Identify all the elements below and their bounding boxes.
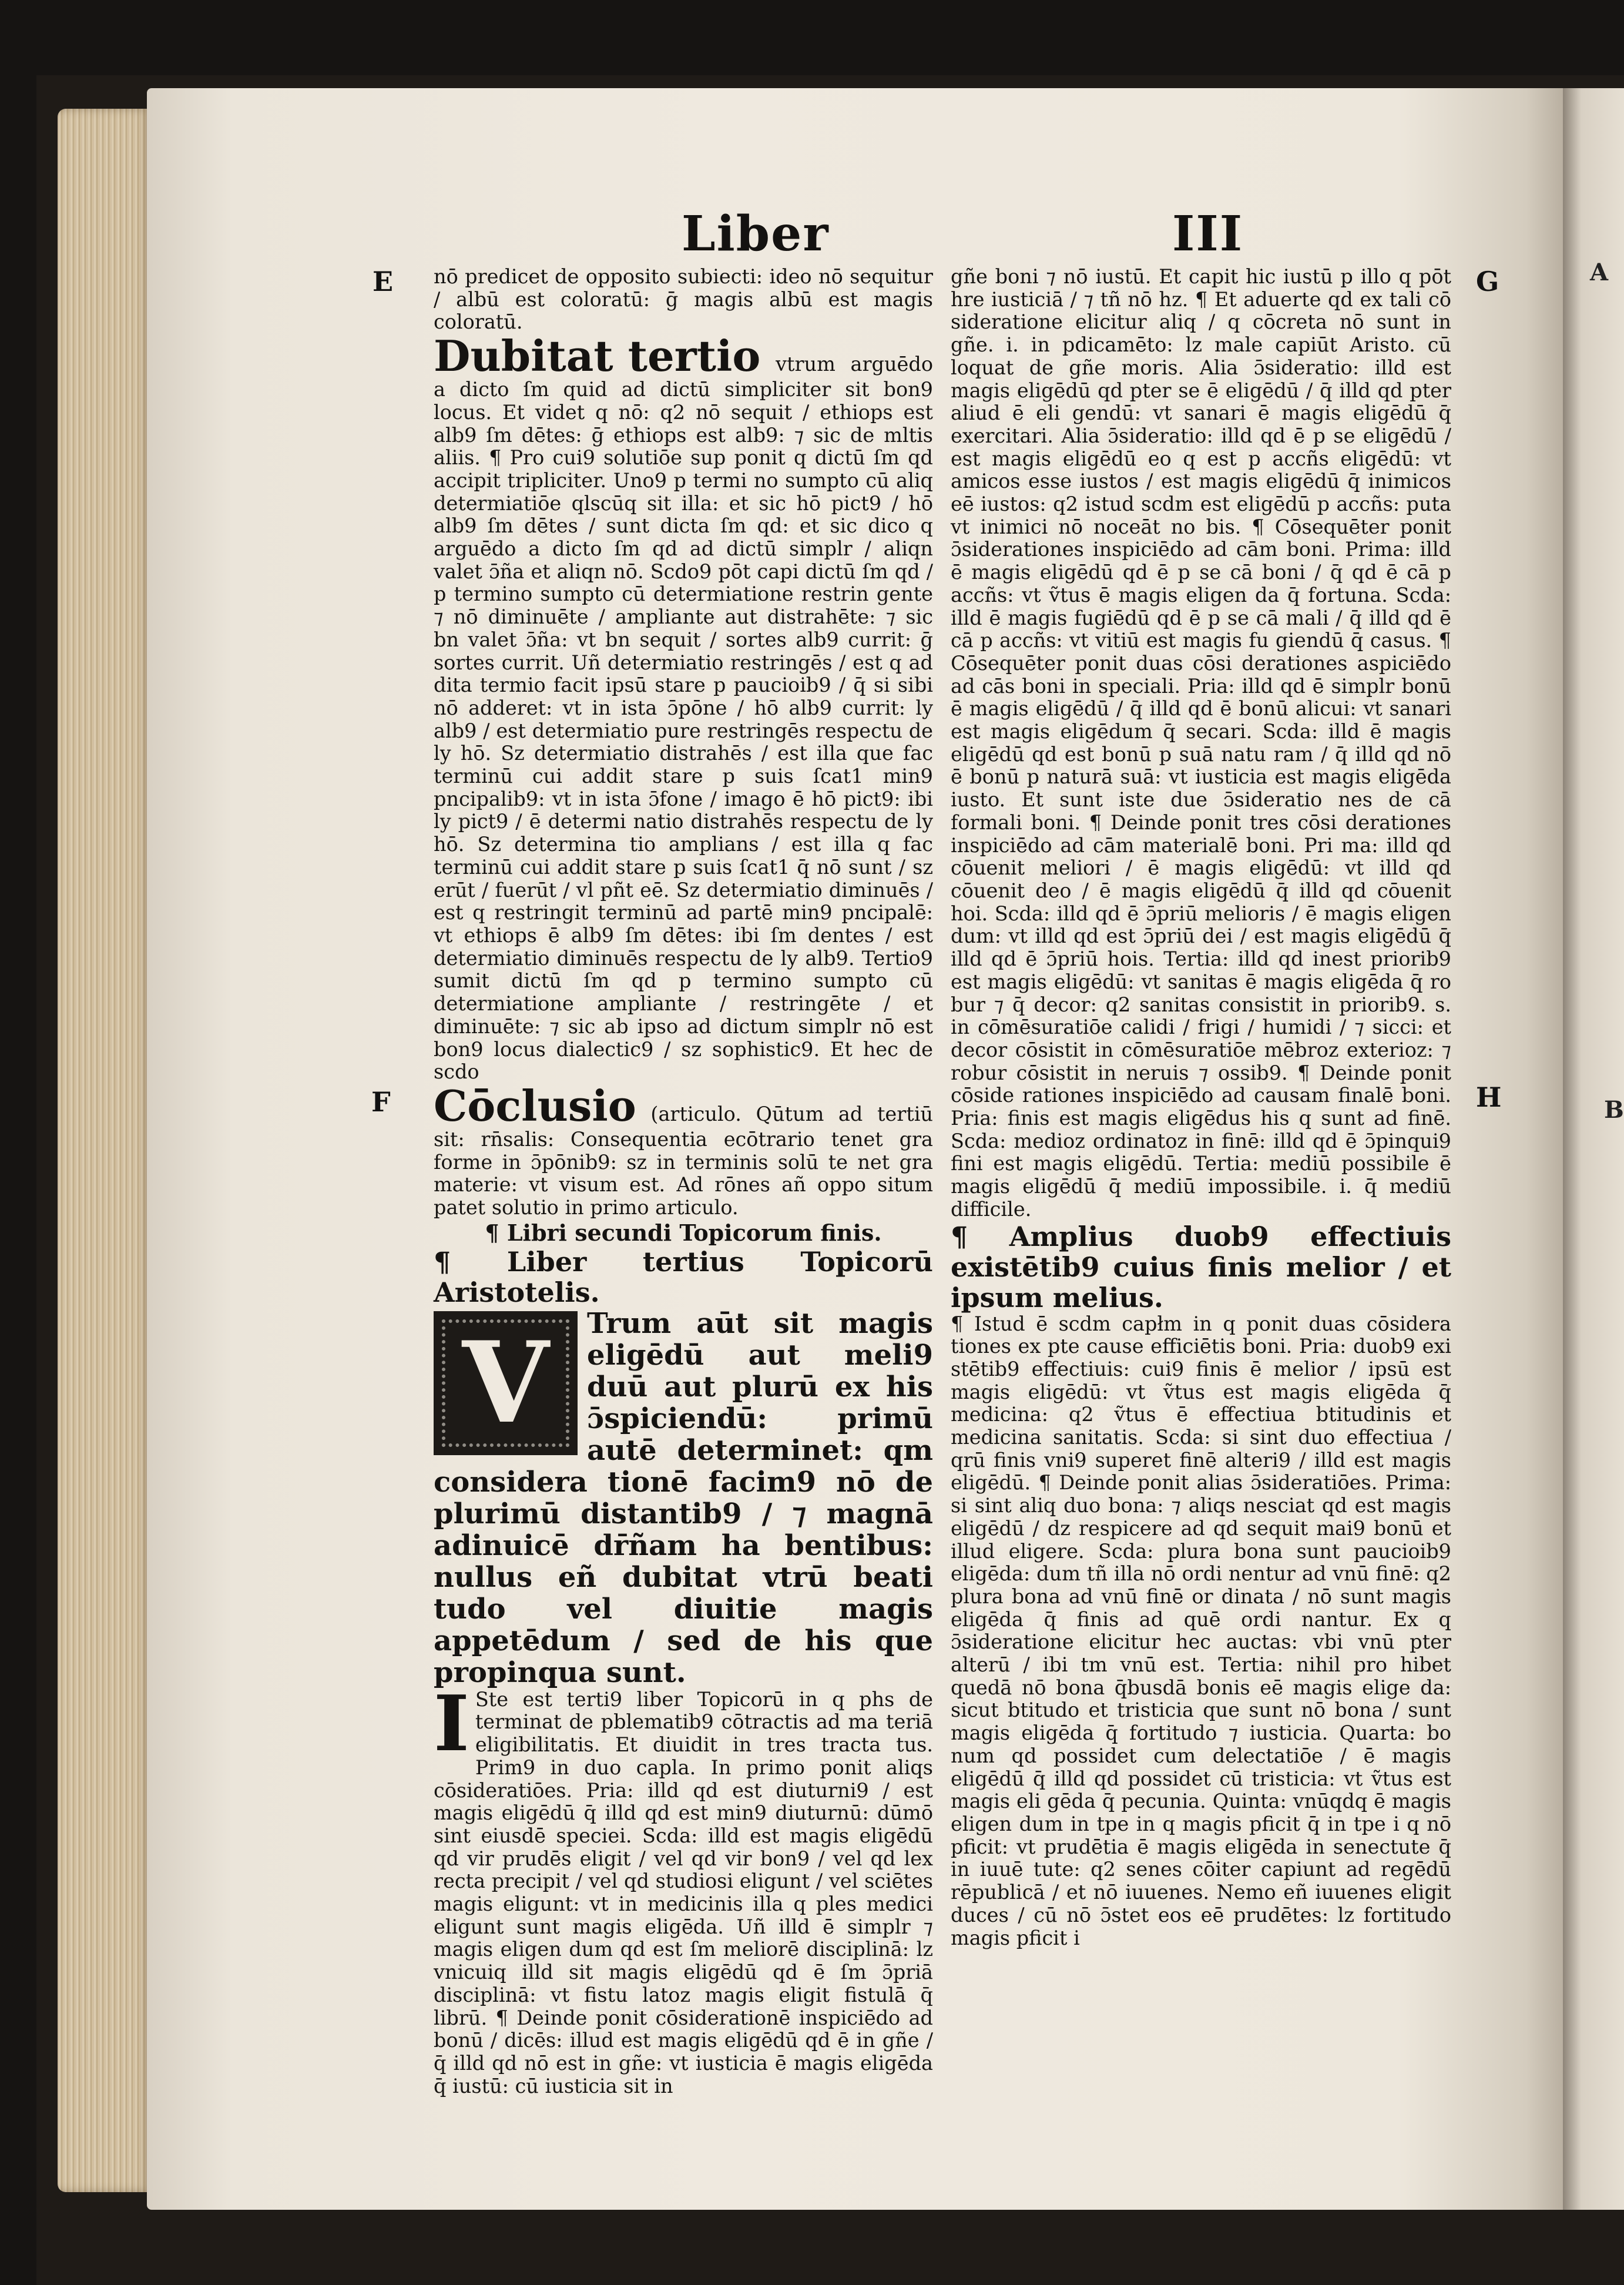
book-three-title: ¶ Liber tertius Topicorū Aristotelis. [434, 1245, 933, 1308]
next-page-margin-letter-a: A [1590, 259, 1609, 286]
heading-dubitatur-tertio: Dubitat tertio [434, 331, 761, 381]
book-two-finis: ¶ Libri secundi Topicorum finis. [485, 1219, 882, 1246]
intro-block [434, 1308, 933, 1688]
left-paragraph-4 [434, 1678, 933, 2098]
margin-letter-f: F [371, 1086, 391, 1118]
left-paragraph-4-text: Ste est terti9 liber Topicorū in q phs de terminat de pblematib9 cōtractis ad ma teriā eligibilitatis. Et diuidit in tres tracta tus. Prim9 in duo capla. In primo ponit aliqs cōsideratiōes. Pria: illd qd est diuturni9 / est magis eligēdū q̄ illd qd est min9 diuturnū: dūmō sint eiusdē speciei. Scda: illd est magis eligēdū qd vir prudēs eligit / vel qd vir bon9 / vel qd lex recta precipit / vel qd studiosi eligunt / vel sciētes magis eligunt: vt in medicinis illa q ples medici eligunt sunt magis eligēda. Uñ illd ē simplr ⁊ magis eligen dum qd est ſm meliorē disciplinā: lz vnicuiq illd sit magis eligēdū qd ē ſm ɔ̄priā disciplinā: vt fistu latoz magis eligit fistulā q̄ librū. ¶ Deinde ponit cōsiderationē inspiciēdo ad bonū / dicēs: illud est magis eligēdū qd ē in gñe / q̄ illd qd nō est in gñe: vt iusticia ē magis eligēda q̄ iustū: cū iusticia sit in [434, 1687, 933, 2098]
right-paragraph-1: gñe boni ⁊ nō iustū. Et capit hic iustū p illo q pōt hre iusticiā / ⁊ tñ nō hz. ¶ Et aduerte qd ex tali cō sideratione elicitur aliq / q cōcreta nō sunt in gñe. i. in pdicamēto: lz male capiūt Aristo. cū loquat de gñe moris. Alia ɔ̄sideratio: illd est magis eligēdū qd pter se ē eligēdū / q̄ illd qd pter aliud ē eli gendū: vt sanari ē magis eligēdū q̄ exercitari. Alia ɔ̄sideratio: illd qd ē p se eligēdū / est magis eligēdū eo q est p accñs eligēdū: vt amicos esse iustos / est magis eligēdū q̄ inimicos eē iustos: q2 istud scdm est eligēdū p accñs: puta vt inimici nō noceāt no bis. ¶ Cōsequēter ponit ɔ̄siderationes inspiciēdo ad cām boni. Prima: illd ē magis eligēdū qd ē p se cā boni / q̄ qd ē cā p accñs: vt ṽtus ē magis eligen da q̄ fortuna. Scda: illd ē magis fugiēdū qd ē p se cā mali / q̄ illd qd ē cā p accñs: vt vitiū est magis fu giendū q̄ casus. ¶ Cōsequēter ponit duas cōsi derationes aspiciēdo ad cās boni in speciali. Pria: illd qd ē simplr bonū ē magis eligēdū / q̄ illd qd ē bonū alicui: vt sanari est magis eligēdum q̄ secari. Scda: illd ē magis eligēdū qd est bonū p suā natu ram / q̄ illd qd nō ē bonū p naturā suā: vt iusticia est magis eligēda iusto. Et sunt iste due ɔ̄sideratio nes de cā formali boni. ¶ Deinde ponit tres cōsi derationes inspiciēdo ad cām materialē boni. Pri ma: illd qd cōuenit meliori / ē magis eligēdū: vt illd qd cōuenit deo / ē magis eligēdū q̄ illd qd cōuenit hoi. Scda: illd qd ē ɔ̄priū melioris / ē magis eligen dum: vt illd qd est ɔ̄priū dei / est magis eligēdū q̄ illd qd ē ɔ̄priū hois. Tertia: illd qd inest priorib9 est magis eligēdū: vt sanitas ē magis eligēda q̄ ro bur ⁊ q̄ decor: q2 sanitas consistit in priorib9. s. in cōmēsuratiōe calidi / frigi / humidi / ⁊ sicci: et decor cōsistit in cōmēsuratiōe mēbroz exterioz: ⁊ robur cōsistit in neruis ⁊ ossib9. ¶ Deinde ponit cōside rationes inspiciēdo ad causam finalē boni. Pria: finis est magis eligēdus his q sunt ad finē. Scda: medioz ordinatoz in finē: illd qd ē ɔ̄pinqui9 fini est magis eligēdū. Tertia: mediū possibile ē magis eligēdū q̄ mediū impossibile. i. q̄ mediū difficile. [951, 265, 1451, 1221]
next-page-margin-letter-b: B [1604, 1096, 1624, 1124]
margin-letter-g: G [1476, 266, 1499, 297]
heading-conclusio: Cōclusio [434, 1080, 636, 1131]
initial-letter-i: I [434, 1678, 469, 1768]
right-paragraph-2: ¶ Istud ē scdm capłm in q ponit duas cōsidera tiones ex pte cause efficiētis boni. Pria: duob9 exi stētib9 effectiuis: cui9 finis ē melior / ipsū est magis eligēdū: vt ṽtus est magis eligēda q̄ medicina: q2 ṽtus ē effectiua btitudinis et medicina sanitatis. Scda: si sint duo effectiua / qrū finis vni9 superet finē alteri9 / illd est magis eligēdū. ¶ Deinde ponit alias ɔ̄sideratiōes. Prima: si sint aliq duo bona: ⁊ aliqs nesciat qd est magis eligēdū / dz respicere ad qd sequit mai9 bonū et illud eligere. Scda: plura bona sunt paucioib9 eligēda: dum tñ illa nō ordi nentur ad vnū finē: q2 plura bona ad vnū finē or dinata / nō sunt magis eligēda q̄ finis ad quē ordi nantur. Ex q ɔ̄sideratione elicitur hec auctas: vbi vnū pter alterū / ibi tm vnū est. Tertia: nihil pro hibet quedā nō bona q̄busdā bonis eē magis elige da: sicut btitudo et tristicia que sunt nō bona / sunt magis eligēda q̄ fortitudo ⁊ iusticia. Quarta: bo num qd possidet cum delectatiōe / ē magis eligēdū q̄ illd qd possidet cū tristicia: vt ṽtus est magis eli gēda q̄ pecunia. Quinta: vnūqdq ē magis eligen dum in tpe in q magis pficit q̄ in tpe i q nō pficit: vt prudētia ē magis eligēda in senectute q̄ in iuuē tute: q2 senes cōiter capiunt ad regēdū rēpublicā / et nō iuuenes. Nemo eñ iuuenes eligit duces / cū nō ɔ̄stet eos eē prudētes: lz fortitudo magis pficit i [951, 1312, 1451, 1949]
right-column [951, 266, 1451, 1949]
left-paragraph-2 [434, 331, 934, 1084]
running-head-liber: Liber [682, 206, 830, 262]
left-paragraph-2-text: vtrum arguēdo a dicto ſm quid ad dictū simpliciter sit bon9 locus. Et videt q nō: q2 nō sequit / ethiops est alb9 ſm dētes: ḡ ethiops est alb9: ⁊ sic de mltis aliis. ¶ Pro cui9 solutiōe sup ponit q dictū ſm qd accipit tripliciter. Uno9 p termi no sumpto cū aliq determiatiōe qlscūq sit illa: et sic hō pict9 / hō alb9 ſm dētes / sunt dicta ſm qd: et sic dico q arguēdo a dicto ſm qd ad dictū simplr / aliqn valet ɔ̄ña et aliqn nō. Scdo9 pōt capi dictū ſm qd / p termino sumpto cū determiatione restrin gente ⁊ nō diminuēte / ampliante aut distrahēte: ⁊ sic bn valet ɔ̄ña: vt bn sequit / sortes alb9 currit: ḡ sortes currit. Uñ determiatio restringēs / est q ad dita termio facit ipsū stare p paucioib9 / q̄ si sibi nō adderet: vt in ista ɔ̄pōne / hō alb9 currit: ly alb9 / est determiatio pure restringēs respectu de ly hō. Sz determiatio distrahēs / est illa que fac terminū cui addit stare p suis ſcat1 min9 pncipalib9: vt in ista ɔ̄fone / imago ē hō pict9: ibi ly pict9 / ē determi natio distrahēs respectu de ly hō. Sz determina tio amplians / est illa q fac terminū cui addit stare p suis ſcat1 q̄ nō sunt / sz erūt / fuerūt / vl pñt eē. Sz determiatio diminuēs / est q restringit terminū ad partē min9 pncipalē: vt ethiops ē alb9 ſm dētes: ibi ſm dentes / est determiatio diminuēs respectu de ly alb9. Tertio9 sumit dictū ſm qd p termino sumpto cū determiatione ampliante / restringēte / et diminuēte: ⁊ sic ab ipso ad dictum simplr nō est bon9 locus dialectic9 / sz sophistic9. Et hec de scdo [434, 353, 934, 1084]
left-paragraph-3 [434, 1080, 933, 1219]
left-paragraph-3-text: (articulo. Qūtum ad tertiū sit: rn̄salis: Consequentia ecōtrario tenet gra forme in ɔ̄pōnib9: sz in terminis solū te net gra materie: vt visum est. Ad rōnes añ oppo situm patet solutio in primo articulo. [434, 1102, 933, 1219]
left-paragraph-1: nō predicet de opposito subiecti: ideo nō sequitur / albū est coloratū: ḡ magis albū est magis coloratū. [434, 265, 933, 334]
decorated-initial-v [434, 1311, 578, 1455]
right-lemma-heading: ¶ Amplius duob9 effectiuis existētib9 cuius finis melior / et ipsum melius. [951, 1220, 1451, 1314]
next-page-edge [1563, 88, 1624, 2210]
page-edges [58, 109, 152, 2192]
drop-cap-letter: V [462, 1316, 549, 1448]
running-head-book-number: III [1172, 206, 1244, 262]
left-column [434, 266, 933, 2098]
margin-letter-e: E [373, 266, 394, 297]
lemma-text: Trum aūt sit magis eligēdū aut meli9 duū aut plurū ex his ɔ̄spiciendū: primū autē determinet: qm considera tionē facim9 nō de plurimū distantib9 / ⁊ magnā adinuicē dr̄ñam ha bentibus: nullus eñ dubitat vtrū beati tudo vel diuitie magis appetēdum / sed de his que propinqua sunt. [434, 1306, 933, 1689]
margin-letter-h: H [1476, 1081, 1502, 1113]
